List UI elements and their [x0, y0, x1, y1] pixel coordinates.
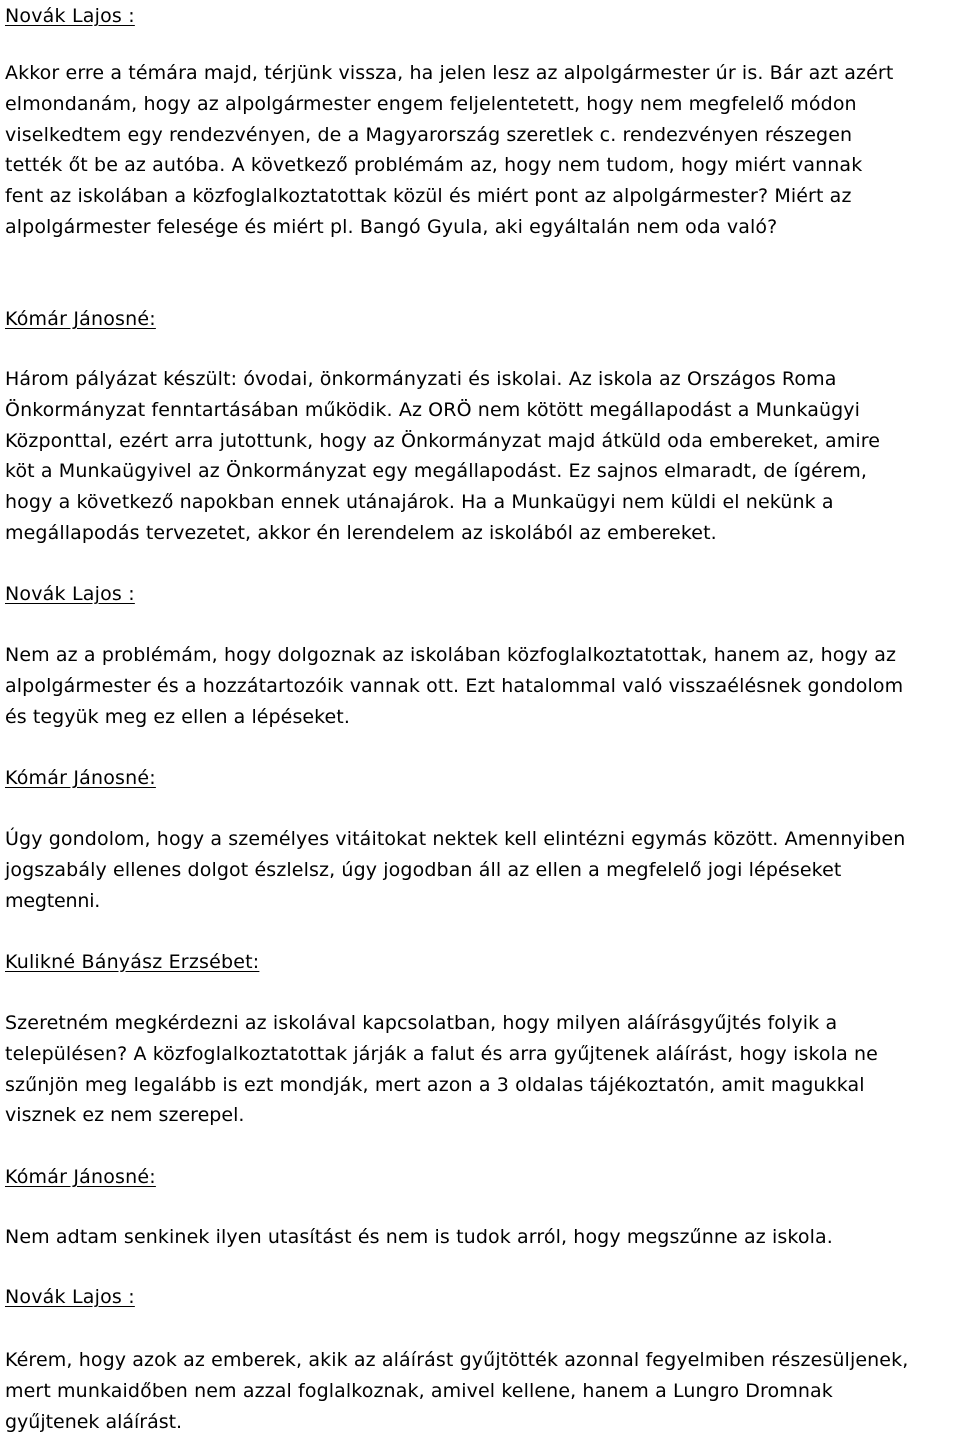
text-line: fent az iskolában a közfoglalkoztatottak közül és miért pont az alpolgármester? Miért az — [5, 185, 852, 208]
text-line: Három pályázat készült: óvodai, önkormányzati és iskolai. Az iskola az Országos Roma — [5, 368, 837, 390]
text-line: jogszabály ellenes dolgot észlelsz, úgy jogodban áll az ellen a megfelelő jogi lépéseket — [5, 858, 842, 881]
text-line: gyűjtenek aláírást. — [5, 1410, 183, 1433]
speaker-name: Novák Lajos : — [5, 5, 135, 27]
speaker-name: Kómár Jánosné: — [5, 1166, 156, 1188]
speaker-name: Novák Lajos : — [5, 583, 135, 605]
text-line: hogy a következő napokban ennek utánajárok. Ha a Munkaügyi nem küldi el nekünk a — [5, 491, 834, 514]
text-line: alpolgármester és a hozzátartozóik vannak ott. Ezt hatalommal való visszaélésnek gondolom — [5, 674, 904, 697]
speaker-name: Kulikné Bányász Erzsébet: — [5, 951, 260, 973]
text-line: Nem adtam senkinek ilyen utasítást és nem is tudok arról, hogy megszűnne az iskola. — [5, 1226, 833, 1248]
paragraph — [5, 640, 960, 732]
text-line: tették őt be az autóba. A következő problémám az, hogy nem tudom, hogy miért vannak — [5, 154, 863, 177]
text-line: Kérem, hogy azok az emberek, akik az aláírást gyűjtötték azonnal fegyelmiben részesüljenek, — [5, 1349, 909, 1371]
text-line: elmondanám, hogy az alpolgármester engem feljelentetett, hogy nem megfelelő módon — [5, 92, 857, 115]
text-line: Akkor erre a témára majd, térjünk vissza, ha jelen lesz az alpolgármester úr is. Bár azt azért — [5, 62, 894, 84]
text-line: Önkormányzat fenntartásában működik. Az ORÖ nem kötött megállapodást a Munkaügyi — [5, 398, 861, 421]
paragraph — [5, 58, 960, 243]
speaker-name: Novák Lajos : — [5, 1286, 135, 1308]
paragraph — [5, 1008, 960, 1131]
text-line: visznek ez nem szerepel. — [5, 1104, 245, 1127]
text-line: Úgy gondolom, hogy a személyes vitáitokat nektek kell elintézni egymás között. Amennyiben — [5, 828, 906, 850]
paragraph — [5, 1222, 960, 1253]
text-line: köt a Munkaügyivel az Önkormányzat egy megállapodást. Ez sajnos elmaradt, de ígérem, — [5, 460, 868, 483]
paragraph — [5, 824, 960, 916]
text-line: mert munkaidőben nem azzal foglalkoznak, amivel kellene, hanem a Lungro Dromnak — [5, 1379, 833, 1402]
text-line: alpolgármester felesége és miért pl. Bangó Gyula, aki egyáltalán nem oda való? — [5, 215, 778, 238]
paragraph — [5, 364, 960, 549]
text-line: megtenni. — [5, 889, 101, 912]
text-line: településen? A közfoglalkoztatottak járják a falut és arra gyűjtenek aláírást, hogy iskola ne — [5, 1042, 878, 1065]
text-line: Szeretném megkérdezni az iskolával kapcsolatban, hogy milyen aláírásgyűjtés folyik a — [5, 1012, 838, 1034]
text-line: Nem az a problémám, hogy dolgoznak az iskolában közfoglalkoztatottak, hanem az, hogy az — [5, 644, 897, 666]
speaker-name: Kómár Jánosné: — [5, 308, 156, 330]
text-line: szűnjön meg legalább is ezt mondják, mert azon a 3 oldalas tájékoztatón, amit magukkal — [5, 1073, 865, 1096]
text-line: Központtal, ezért arra jutottunk, hogy az Önkormányzat majd átküld oda embereket, amire — [5, 429, 881, 452]
text-line: megállapodás tervezetet, akkor én lerendelem az iskolából az embereket. — [5, 521, 717, 544]
paragraph — [5, 1345, 960, 1437]
text-line: és tegyük meg ez ellen a lépéseket. — [5, 705, 350, 728]
text-line: viselkedtem egy rendezvényen, de a Magyarország szeretlek c. rendezvényen részegen — [5, 123, 853, 146]
speaker-name: Kómár Jánosné: — [5, 767, 156, 789]
